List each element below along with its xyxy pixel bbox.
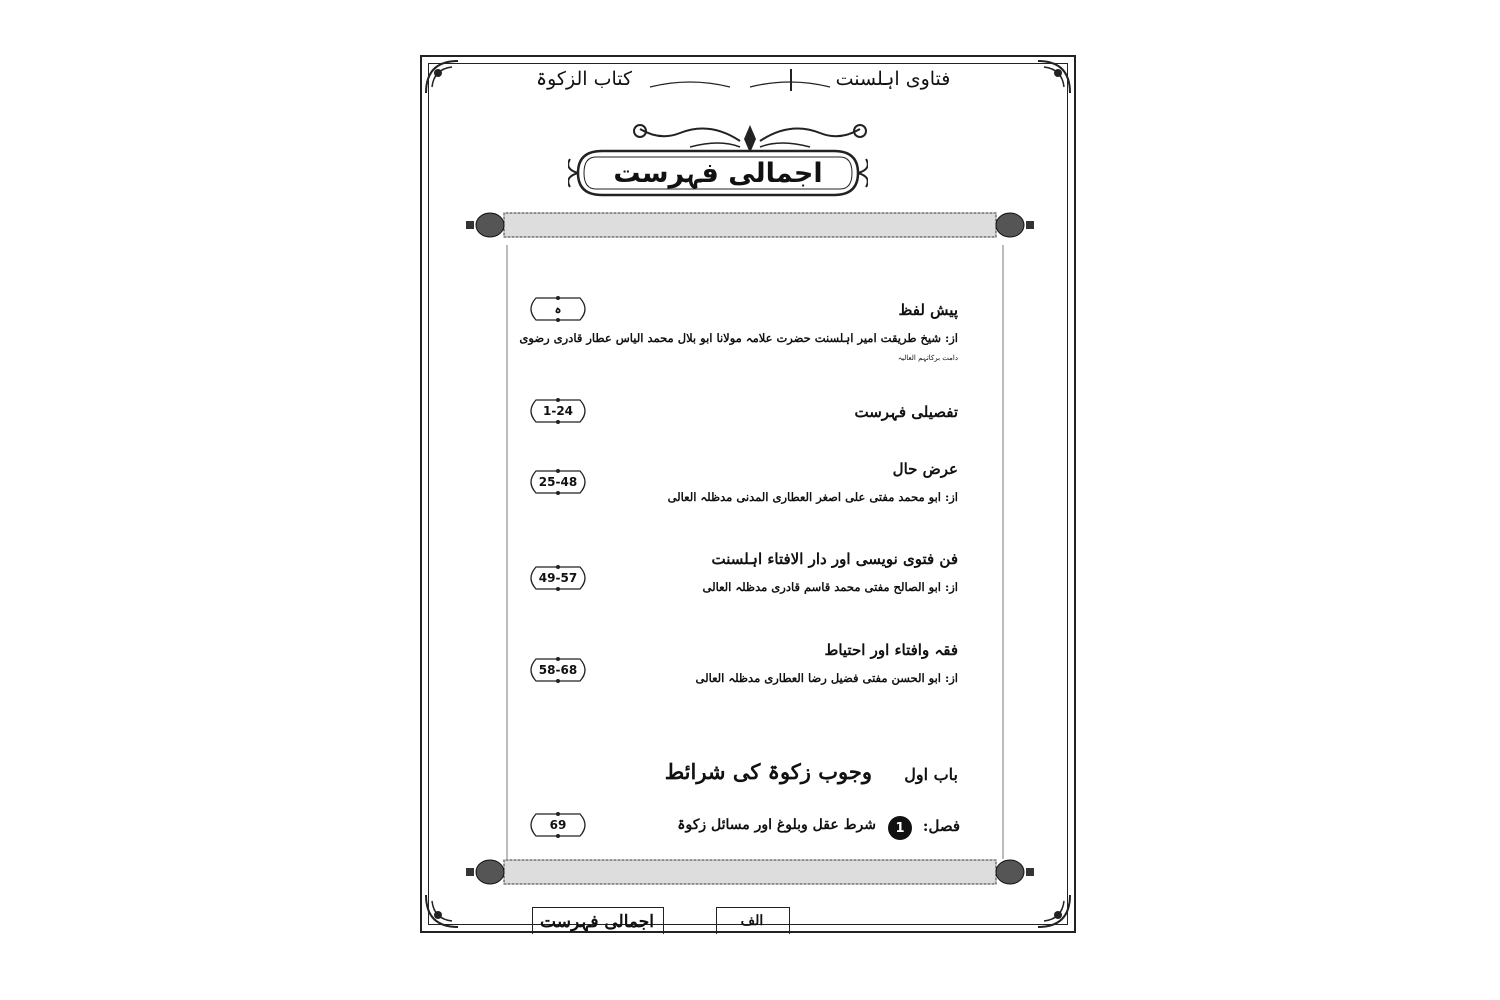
entry-title: عرض حال — [892, 460, 958, 478]
header-flourish-icon — [570, 75, 910, 95]
section-label: فصل: — [922, 817, 960, 835]
page-number-badge: 1-24 — [524, 398, 592, 424]
header-book-title: فتاوی اہلسنت — [835, 68, 951, 90]
corner-ornament-icon — [422, 57, 462, 97]
page-title: اجمالی فہرست — [613, 157, 823, 189]
footer-page-letter: الف — [740, 913, 764, 929]
section-number-badge: 1 — [888, 816, 912, 840]
page-number-badge: 49-57 — [524, 565, 592, 591]
entry-author: از: ابو محمد مفتی علی اصغر العطاری المدنی مدظلہ العالی — [667, 490, 958, 504]
section-title: شرط عقل وبلوغ اور مسائل زکوۃ — [677, 817, 876, 833]
entry-author: از: شیخ طریقت امیر اہلسنت حضرت علامہ مولانا ابو بلال محمد الیاس عطار قادری رضوی دامت برکاتہم العالیہ — [519, 331, 958, 362]
corner-ornament-icon — [1034, 891, 1074, 931]
footer-title: اجمالی فہرست — [540, 911, 654, 932]
header-section-title: کتاب الزکوۃ — [535, 68, 633, 90]
entry-title: تفصیلی فہرست — [854, 403, 958, 421]
book-page — [420, 55, 1076, 933]
page-number-badge: 58-68 — [524, 657, 592, 683]
corner-ornament-icon — [422, 891, 462, 931]
page-number-badge: 25-48 — [524, 469, 592, 495]
chapter-label: باب اول — [904, 765, 958, 784]
scroll-roller-top — [460, 205, 1040, 245]
entry-title: فقہ وافتاء اور احتیاط — [824, 641, 958, 659]
entry-title: فن فتوی نویسی اور دار الافتاء اہلسنت — [711, 550, 958, 568]
page-number-badge: ہ — [524, 296, 592, 322]
toc-entry[interactable] — [677, 813, 960, 843]
chapter-heading — [648, 759, 958, 793]
entry-author: از: ابو الحسن مفتی فضیل رضا العطاری مدظلہ العالی — [695, 671, 958, 685]
entry-title: پیش لفظ — [898, 301, 958, 319]
chapter-title: وجوب زکوۃ کی شرائط — [664, 759, 872, 784]
entry-honorific: دامت برکاتہم العالیہ — [897, 354, 958, 362]
corner-ornament-icon — [1034, 57, 1074, 97]
entry-author: از: ابو الصالح مفتی محمد قاسم قادری مدظلہ العالی — [702, 580, 958, 594]
page-number-badge: 69 — [524, 812, 592, 838]
